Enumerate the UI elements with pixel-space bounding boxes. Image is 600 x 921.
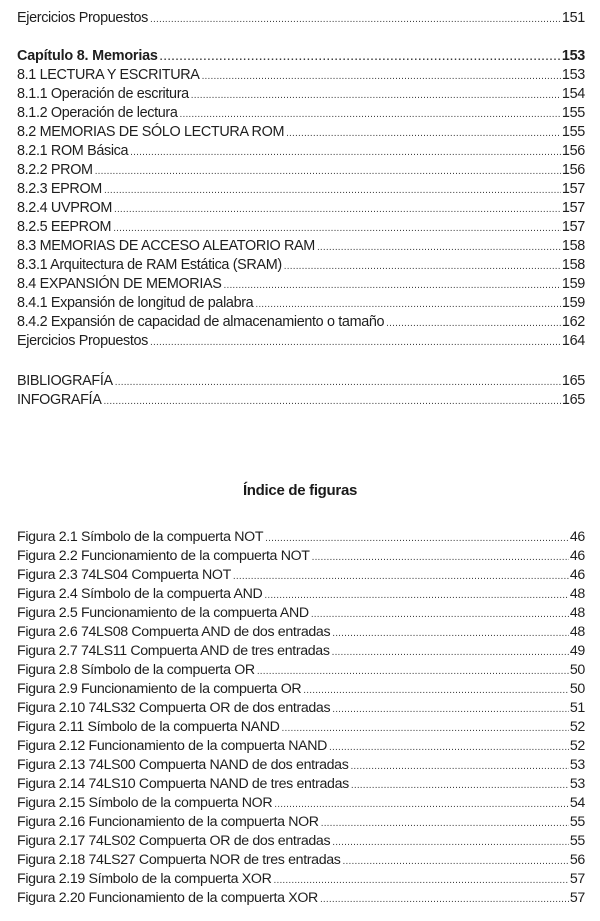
figure-entry[interactable] — [17, 642, 585, 661]
dot-leader — [350, 757, 568, 775]
dot-leader — [150, 10, 561, 28]
figure-entry-page: 53 — [569, 776, 585, 792]
figure-entry-label: Figura 2.4 Símbolo de la compuerta AND — [17, 586, 263, 602]
figure-entry-label: Figura 2.8 Símbolo de la compuerta OR — [17, 662, 255, 678]
toc-entry-page: 151 — [561, 10, 585, 26]
dot-leader — [286, 124, 561, 142]
toc-entry[interactable] — [17, 142, 585, 161]
figures-index-title: Índice de figuras — [242, 482, 358, 499]
toc-entry[interactable] — [17, 218, 585, 237]
toc-entry-infography[interactable] — [17, 391, 585, 410]
toc-entry-label: Ejercicios Propuestos — [17, 333, 149, 349]
figure-entry-page: 55 — [569, 814, 585, 830]
figure-entry-label: Figura 2.1 Símbolo de la compuerta NOT — [17, 529, 264, 545]
figure-entry-label: Figura 2.19 Símbolo de la compuerta XOR — [17, 871, 272, 887]
dot-leader — [274, 795, 569, 813]
toc-entry-page: 157 — [561, 181, 585, 197]
figure-entry[interactable] — [17, 547, 585, 566]
dot-leader — [332, 833, 569, 851]
figure-entry[interactable] — [17, 813, 585, 832]
figure-entry-label: Figura 2.20 Funcionamiento de la compuerta XOR — [17, 890, 318, 906]
figure-entry-label: Figura 2.13 74LS00 Compuerta NAND de dos entradas — [17, 757, 349, 773]
figure-entry-page: 46 — [569, 567, 585, 583]
dot-leader — [224, 276, 561, 294]
figure-entry-page: 53 — [569, 757, 585, 773]
toc-entry-page: 165 — [561, 373, 585, 389]
dot-leader — [191, 86, 561, 104]
dot-leader — [103, 392, 560, 410]
toc-entry-label: Ejercicios Propuestos — [17, 10, 149, 26]
figure-entry-label: Figura 2.18 74LS27 Compuerta NOR de tres entradas — [17, 852, 341, 868]
figure-entry[interactable] — [17, 680, 585, 699]
figure-entry-label: Figura 2.16 Funcionamiento de la compuerta NOR — [17, 814, 319, 830]
toc-entry[interactable] — [17, 123, 585, 142]
toc-entry-label: 8.4 EXPANSIÓN DE MEMORIAS — [17, 276, 222, 292]
dot-leader — [386, 314, 561, 332]
toc-entry[interactable] — [17, 275, 585, 294]
figure-entry-page: 48 — [569, 605, 585, 621]
dot-leader — [332, 643, 569, 661]
toc-entry-page: 159 — [561, 276, 585, 292]
toc-entry-page: 156 — [561, 162, 585, 178]
toc-entry-page: 164 — [561, 333, 585, 349]
toc-entry-page: 162 — [561, 314, 585, 330]
figure-entry-page: 50 — [569, 681, 585, 697]
toc-entry-label: 8.2 MEMORIAS DE SÓLO LECTURA ROM — [17, 124, 285, 140]
figure-entry[interactable] — [17, 775, 585, 794]
toc-entry-page: 153 — [561, 48, 585, 64]
dot-leader — [257, 662, 569, 680]
figure-entry[interactable] — [17, 756, 585, 775]
figure-entry-page: 49 — [569, 643, 585, 659]
dot-leader — [130, 143, 561, 161]
figure-entry-page: 54 — [569, 795, 585, 811]
figure-entry-label: Figura 2.17 74LS02 Compuerta OR de dos entradas — [17, 833, 331, 849]
toc-entry[interactable] — [17, 237, 585, 256]
toc-entry[interactable] — [17, 180, 585, 199]
figure-entry[interactable] — [17, 661, 585, 680]
figure-entry-label: Figura 2.7 74LS11 Compuerta AND de tres entradas — [17, 643, 330, 659]
dot-leader — [180, 105, 561, 123]
toc-entry-label: 8.4.1 Expansión de longitud de palabra — [17, 295, 254, 311]
figure-entry-label: Figura 2.12 Funcionamiento de la compuerta NAND — [17, 738, 328, 754]
figure-entry-page: 57 — [569, 871, 585, 887]
dot-leader — [114, 200, 561, 218]
dot-leader — [343, 852, 569, 870]
figure-entry-page: 48 — [569, 624, 585, 640]
dot-leader — [321, 814, 569, 832]
dot-leader — [160, 48, 561, 66]
toc-entry-label: 8.2.3 EPROM — [17, 181, 102, 197]
figure-entry-label: Figura 2.11 Símbolo de la compuerta NAND — [17, 719, 280, 735]
toc-entry-page: 158 — [561, 257, 585, 273]
figure-entry[interactable] — [17, 737, 585, 756]
figure-entry-page: 46 — [569, 529, 585, 545]
dot-leader — [284, 257, 561, 275]
figure-entry[interactable] — [17, 832, 585, 851]
dot-leader — [332, 700, 569, 718]
figure-entry-page: 55 — [569, 833, 585, 849]
toc-entry-page: 155 — [561, 105, 585, 121]
figure-entry[interactable] — [17, 699, 585, 718]
toc-entry-label: INFOGRAFÍA — [17, 392, 102, 408]
dot-leader — [264, 586, 568, 604]
toc-entry[interactable] — [17, 256, 585, 275]
toc-entry-page: 157 — [561, 200, 585, 216]
dot-leader — [311, 605, 569, 623]
figure-entry-page: 57 — [569, 890, 585, 906]
toc-entry-page: 156 — [561, 143, 585, 159]
figure-entry-page: 52 — [569, 719, 585, 735]
figure-entry[interactable] — [17, 604, 585, 623]
toc-entry-label: Capítulo 8. Memorias — [17, 48, 158, 64]
toc-entry-label: 8.4.2 Expansión de capacidad de almacenamiento o tamaño — [17, 314, 385, 330]
figure-entry-label: Figura 2.15 Símbolo de la compuerta NOR — [17, 795, 273, 811]
toc-entry-page: 159 — [561, 295, 585, 311]
figure-entry-page: 51 — [569, 700, 585, 716]
figure-entry-label: Figura 2.9 Funcionamiento de la compuerta OR — [17, 681, 302, 697]
dot-leader — [150, 333, 561, 351]
dot-leader — [202, 67, 561, 85]
dot-leader — [95, 162, 561, 180]
toc-entry-label: 8.2.5 EEPROM — [17, 219, 112, 235]
toc-entry-bibliography[interactable] — [17, 372, 585, 391]
figure-entry[interactable] — [17, 851, 585, 870]
toc-entry-page: 155 — [561, 124, 585, 140]
figure-entry[interactable] — [17, 528, 585, 547]
toc-entry-label: 8.2.1 ROM Básica — [17, 143, 129, 159]
figure-entry-label: Figura 2.5 Funcionamiento de la compuerta AND — [17, 605, 309, 621]
toc-entry[interactable] — [17, 161, 585, 180]
figure-entry[interactable] — [17, 623, 585, 642]
figure-entry-page: 56 — [569, 852, 585, 868]
toc-entry[interactable] — [17, 104, 585, 123]
figure-entry-page: 52 — [569, 738, 585, 754]
toc-entry[interactable] — [17, 199, 585, 218]
toc-entry-page: 165 — [561, 392, 585, 408]
figure-entry[interactable] — [17, 718, 585, 737]
toc-entry-page: 158 — [561, 238, 585, 254]
figure-entry[interactable] — [17, 889, 585, 908]
dot-leader — [320, 890, 569, 908]
dot-leader — [317, 238, 561, 256]
toc-entry[interactable] — [17, 66, 585, 85]
dot-leader — [312, 548, 569, 566]
toc-entry-label: 8.2.2 PROM — [17, 162, 93, 178]
toc-entry[interactable] — [17, 85, 585, 104]
figure-entry-label: Figura 2.2 Funcionamiento de la compuerta NOT — [17, 548, 310, 564]
toc-entry-page: 157 — [561, 219, 585, 235]
figure-entry-page: 46 — [569, 548, 585, 564]
dot-leader — [351, 776, 569, 794]
figure-entry-label: Figura 2.6 74LS08 Compuerta AND de dos entradas — [17, 624, 331, 640]
dot-leader — [104, 181, 561, 199]
figure-entry-page: 50 — [569, 662, 585, 678]
figure-entry-label: Figura 2.3 74LS04 Compuerta NOT — [17, 567, 231, 583]
toc-entry[interactable] — [17, 9, 585, 28]
figure-entry[interactable] — [17, 870, 585, 889]
dot-leader — [303, 681, 569, 699]
toc-entry-label: 8.2.4 UVPROM — [17, 200, 112, 216]
dot-leader — [282, 719, 569, 737]
toc-entry-label: 8.3 MEMORIAS DE ACCESO ALEATORIO RAM — [17, 238, 315, 254]
figure-entry-label: Figura 2.10 74LS32 Compuerta OR de dos entradas — [17, 700, 331, 716]
toc-entry-page: 153 — [561, 67, 585, 83]
dot-leader — [233, 567, 569, 585]
toc-chapter-heading[interactable] — [17, 47, 585, 66]
dot-leader — [113, 219, 561, 237]
dot-leader — [265, 529, 569, 547]
toc-entry-label: 8.1.1 Operación de escritura — [17, 86, 189, 102]
figure-entry-page: 48 — [569, 586, 585, 602]
dot-leader — [329, 738, 569, 756]
toc-entry-label: BIBLIOGRAFÍA — [17, 373, 113, 389]
figure-entry[interactable] — [17, 794, 585, 813]
figure-entry[interactable] — [17, 585, 585, 604]
toc-entry-label: 8.3.1 Arquitectura de RAM Estática (SRAM) — [17, 257, 282, 273]
dot-leader — [332, 624, 569, 642]
figure-entry[interactable] — [17, 566, 585, 585]
dot-leader — [255, 295, 561, 313]
figure-entry-label: Figura 2.14 74LS10 Compuerta NAND de tres entradas — [17, 776, 349, 792]
toc-entry-label: 8.1.2 Operación de lectura — [17, 105, 178, 121]
dot-leader — [115, 373, 561, 391]
toc-entry[interactable] — [17, 332, 585, 351]
toc-entry-label: 8.1 LECTURA Y ESCRITURA — [17, 67, 200, 83]
dot-leader — [273, 871, 568, 889]
toc-entry-page: 154 — [561, 86, 585, 102]
toc-entry[interactable] — [17, 313, 585, 332]
toc-entry[interactable] — [17, 294, 585, 313]
